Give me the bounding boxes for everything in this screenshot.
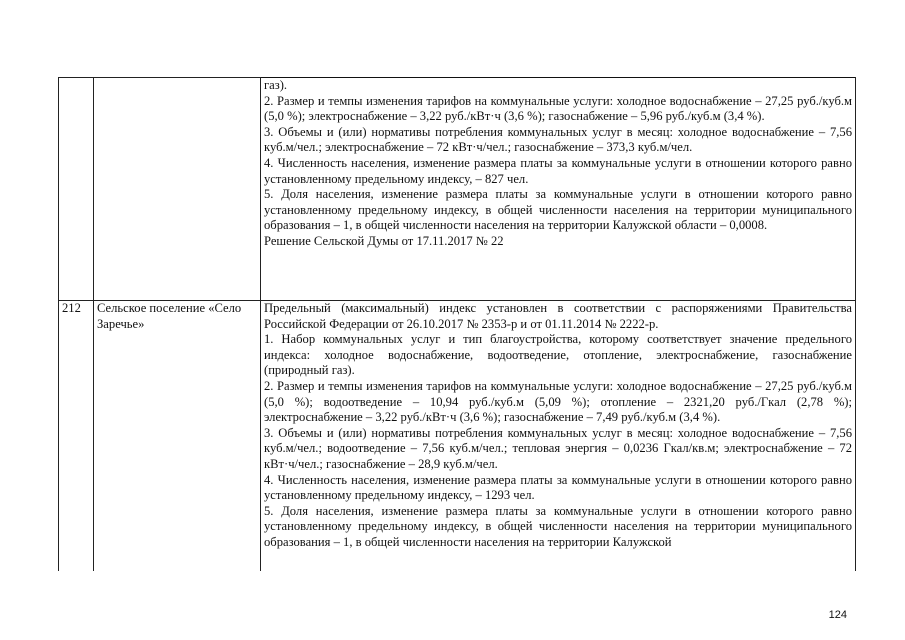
document-table [58, 77, 856, 571]
paragraph: 3. Объемы и (или) нормативы потребления коммунальных услуг в месяц: холодное водоснабжение – 7,56 куб.м/чел.; электроснабжение – 72 кВт·ч/чел.; газоснабжение – 373,3 куб.м/чел. [264, 124, 852, 155]
settlement-name [94, 78, 261, 301]
row-number: 212 [59, 301, 94, 572]
paragraph: 1. Набор коммунальных услуг и тип благоустройства, которому соответствует значение предельного индекса: холодное водоснабжение, водоотведение, отопление, электроснабжение, газоснабжение (природный газ). [264, 332, 852, 378]
table-row [59, 78, 856, 301]
row-description [261, 78, 856, 301]
paragraph: 5. Доля населения, изменение размера платы за коммунальные услуги в отношении которого равно установленному предельному индексу, в общей численности населения на территории муниципального образования – 1, в общей численности населения на территории Калужской области – 0,0008. [264, 187, 852, 233]
paragraph: 3. Объемы и (или) нормативы потребления коммунальных услуг в месяц: холодное водоснабжение – 7,56 куб.м/чел.; водоотведение – 7,56 куб.м/чел.; тепловая энергия – 0,0236 Гкал/кв.м; электроснабжение – 72 кВт·ч/чел.; газоснабжение – 28,9 куб.м/чел. [264, 425, 852, 471]
row-description [261, 301, 856, 572]
table-row [59, 301, 856, 572]
paragraph: 4. Численность населения, изменение размера платы за коммунальные услуги в отношении которого равно установленному предельному индексу, – 827 чел. [264, 155, 852, 186]
paragraph: 5. Доля населения, изменение размера платы за коммунальные услуги в отношении которого равно установленному предельному индексу, в общей численности населения на территории муниципального образования – 1, в общей численности населения на территории Калужской [264, 503, 852, 549]
paragraph: Предельный (максимальный) индекс установлен в соответствии с распоряжениями Правительства Российской Федерации от 26.10.2017 № 2353-р и от 01.11.2014 № 2222-р. [264, 301, 852, 331]
paragraph: 2. Размер и темпы изменения тарифов на коммунальные услуги: холодное водоснабжение – 27,25 руб./куб.м (5,0 %); электроснабжение – 3,22 руб./кВт·ч (3,6 %); газоснабжение – 5,96 руб./куб.м (3,4 %). [264, 93, 852, 124]
paragraph: 4. Численность населения, изменение размера платы за коммунальные услуги в отношении которого равно установленному предельному индексу, – 1293 чел. [264, 472, 852, 503]
settlement-name: Сельское поселение «Село Заречье» [94, 301, 261, 572]
paragraph: газ). [264, 78, 288, 92]
decision-reference: Решение Сельской Думы от 17.11.2017 № 22 [264, 233, 504, 248]
row-number [59, 78, 94, 301]
paragraph: 2. Размер и темпы изменения тарифов на коммунальные услуги: холодное водоснабжение – 27,25 руб./куб.м (5,0 %); водоотведение – 10,94 руб./куб.м (5,09 %); отопление – 2321,20 руб./Гкал (2,78 %); электроснабжение – 3,22 руб./кВт·ч (3,6 %); газоснабжение – 7,49 руб./куб.м (3,4 %). [264, 378, 852, 425]
page-number: 124 [828, 609, 847, 621]
